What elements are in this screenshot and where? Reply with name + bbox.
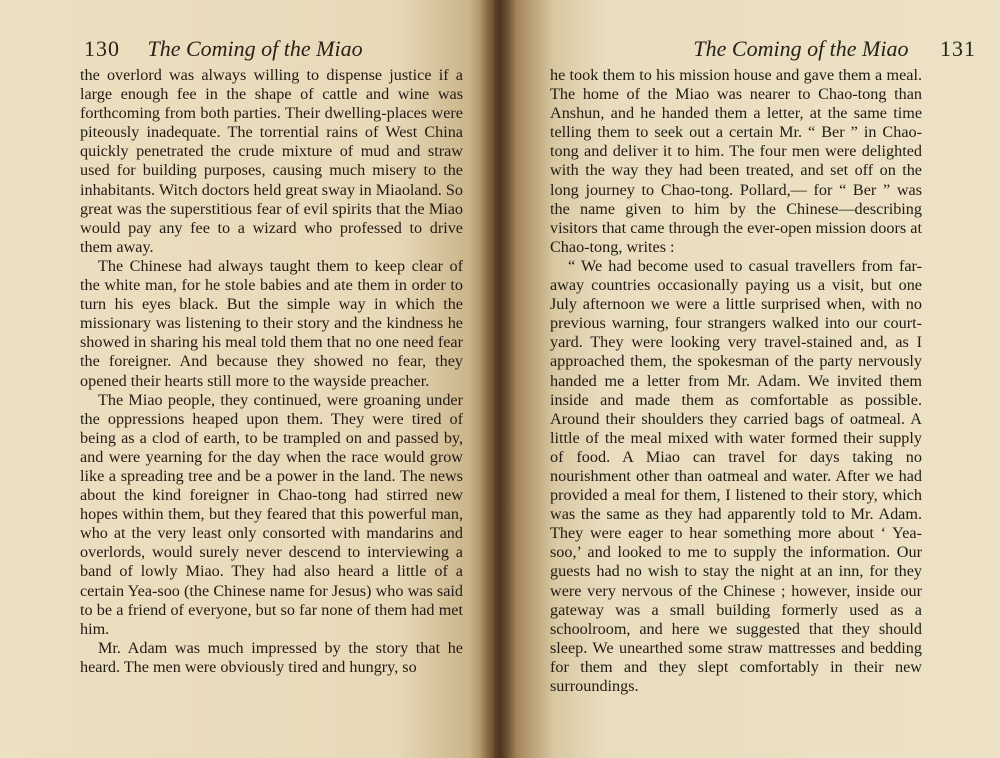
left-running-title: The Coming of the Miao [147, 36, 363, 61]
left-page-number: 130 [84, 36, 120, 61]
right-page-header [626, 36, 976, 66]
paragraph: the overlord was always willing to dispense justice if a large enough fee in the shape of cattle and wine was forthcoming from both parties. Their dwelling-places were piteously inadequate. The torrential rains of West China quickly penetrated the crude mixture of mud and straw used for building purposes, causing much misery to the inhabitants. Witch doctors held great sway in Miaoland. So great was the superstitious fear of evil spirits that the Miao would pay any fee to a wizard who professed to drive them away. [80, 66, 463, 256]
left-page-header [84, 36, 464, 66]
right-page-body [550, 66, 922, 696]
paragraph: The Chinese had always taught them to keep clear of the white man, for he stole babies and ate them in order to turn his eyes black. But the simple way in which the missionary was listening to their story and the kindness he showed in sharing his meal told them that no one need fear the foreigner. And because they showed no fear, they opened their hearts still more to the wayside preacher. [80, 256, 463, 390]
right-page-number: 131 [940, 36, 976, 61]
right-page [494, 0, 1000, 758]
paragraph: he took them to his mission house and gave them a meal. The home of the Miao was nearer to Chao-tong than Anshun, and he handed them a letter, at the same time telling them to seek out a certain Mr. “ Ber ” in Chao-tong and deliver it to him. The four men were delighted with the way they had been treated, and set off on the long journey to Chao-tong. Pollard,— for “ Ber ” was the name given to him by the Chinese—describing visitors that came through the ever-open mission doors at Chao-tong, writes : [550, 66, 922, 256]
paragraph: The Miao people, they continued, were groaning under the oppressions heaped upon them. They were tired of being as a clod of earth, to be trampled on and passed by, and were yearning for the day when the race would grow like a spreading tree and be a power in the land. The news about the kind foreigner in Chao-tong had stirred new hopes within them, but they feared that this powerful man, who at the very least only consorted with mandarins and overlords, would surely never descend to interviewing a band of lowly Miao. They had also heard a little of a certain Yea-soo (the Chinese name for Jesus) who was said to be a friend of everyone, but so far none of them had met him. [80, 390, 463, 638]
right-running-title: The Coming of the Miao [693, 36, 909, 61]
left-page-body [80, 66, 463, 677]
left-page [0, 0, 494, 758]
paragraph: “ We had become used to casual travellers from far-away countries occasionally paying us a visit, but one July afternoon we were a little surprised when, with no previous warning, four strangers walked into our court-yard. They were looking very travel-stained and, as I approached them, the spokesman of the party nervously handed me a letter from Mr. Adam. We invited them inside and made them as comfortable as possible. Around their shoulders they carried bags of oatmeal. A little of the meal mixed with water formed their supply of food. A Miao can travel for days taking no nourishment other than oatmeal and water. After we had provided a meal for them, I listened to their story, which was the same as they had apparently told to Mr. Adam. They were eager to hear something more about ‘ Yea-soo,’ and looked to me to supply the information. Our guests had no wish to stay the night at an inn, for they were very nervous of the Chinese ; however, inside our gateway was a small building formerly used as a schoolroom, and here we suggested that they should sleep. We unearthed some straw mattresses and bedding for them and they slept comfortably in their new surroundings. [550, 256, 922, 695]
paragraph: Mr. Adam was much impressed by the story that he heard. The men were obviously tired and hungry, so [80, 638, 463, 676]
